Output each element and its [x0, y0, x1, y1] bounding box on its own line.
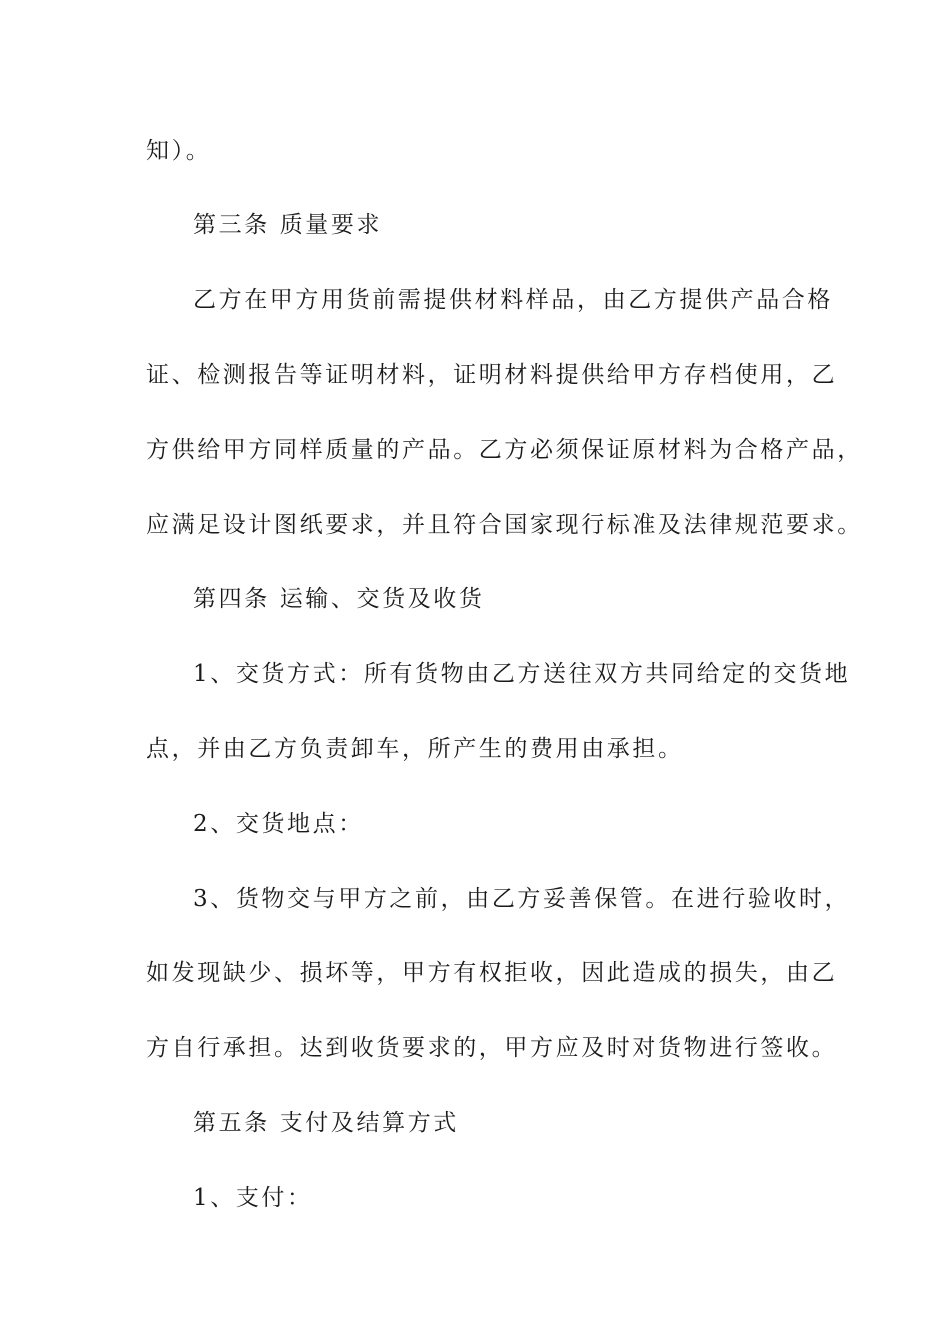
paragraph-line: 点，并由乙方负责卸车，所产生的费用由承担。 [146, 736, 684, 762]
paragraph-line: 2、交货地点： [193, 811, 364, 837]
paragraph-line: 方供给甲方同样质量的产品。乙方必须保证原材料为合格产品， [146, 437, 863, 463]
paragraph-line: 1、交货方式：所有货物由乙方送往双方共同给定的交货地 [193, 661, 851, 687]
paragraph-line: 乙方在甲方用货前需提供材料样品，由乙方提供产品合格 [193, 287, 833, 313]
text-line-continuation: 知）。 [146, 138, 212, 164]
section-heading-article-5: 第五条 支付及结算方式 [193, 1110, 459, 1136]
paragraph-line: 1、支付： [193, 1185, 313, 1211]
paragraph-line: 方自行承担。达到收货要求的，甲方应及时对货物进行签收。 [146, 1035, 838, 1061]
paragraph-line: 如发现缺少、损坏等，甲方有权拒收，因此造成的损失，由乙 [146, 960, 838, 986]
section-heading-article-3: 第三条 质量要求 [193, 212, 383, 238]
paragraph-line: 3、货物交与甲方之前，由乙方妥善保管。在进行验收时， [193, 886, 851, 912]
paragraph-line: 证、检测报告等证明材料，证明材料提供给甲方存档使用，乙 [146, 362, 838, 388]
paragraph-line: 应满足设计图纸要求，并且符合国家现行标准及法律规范要求。 [146, 512, 863, 538]
section-heading-article-4: 第四条 运输、交货及收货 [193, 586, 485, 612]
